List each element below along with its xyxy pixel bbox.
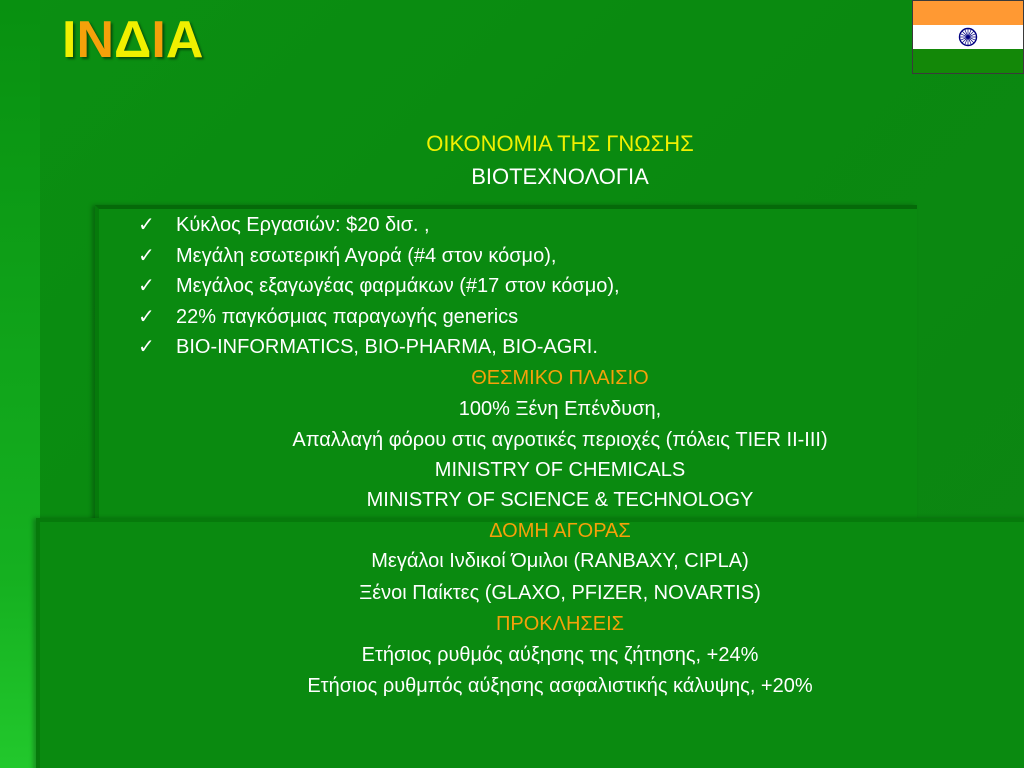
challenges-item: Ετήσιος ρυθμός αύξησης της ζήτησης, +24% (361, 644, 759, 666)
market-item: Ξένοι Παίκτες (GLAXO, PFIZER, NOVARTIS) (359, 582, 761, 604)
checkmark-icon: ✓ (138, 244, 155, 267)
list-item (138, 271, 620, 302)
framework-item: MINISTRY OF SCIENCE & TECHNOLOGY (366, 489, 754, 511)
bullet-list (138, 210, 620, 363)
title-letter-5: A (165, 11, 204, 69)
bullet-text: 22% παγκόσμιας παραγωγής generics (176, 305, 519, 328)
bullet-text: Κύκλος Εργασιών: $20 δισ. , (176, 214, 430, 236)
checkmark-icon: ✓ (138, 214, 155, 236)
framework-item: Απαλλαγή φόρου στις αγροτικές περιοχές (πόλεις TIER II-III) (292, 429, 828, 451)
list-item (138, 241, 620, 272)
ashoka-chakra-icon (958, 27, 978, 47)
section-heading: ΟΙΚΟΝΟΜΙΑ ΤΗΣ ΓΝΩΣΗΣ (426, 131, 694, 156)
checkmark-icon: ✓ (138, 305, 155, 328)
bullet-text: BIO-INFORMATICS, BIO-PHARMA, BIO-AGRI. (176, 336, 598, 358)
market-item: Μεγάλοι Ινδικοί Όμιλοι (RANBAXY, CIPLA) (371, 550, 749, 572)
indian-flag-icon (912, 0, 1024, 74)
title-letter-3: Δ (114, 11, 152, 69)
challenges-item: Ετήσιος ρυθμπός αύξησης ασφαλιστικής κάλυψης, +20% (307, 675, 813, 697)
framework-title: ΘΕΣΜΙΚΟ ΠΛΑΙΣΙΟ (471, 367, 649, 389)
checkmark-icon: ✓ (138, 275, 155, 297)
bullet-text: Μεγάλη εσωτερική Αγορά (#4 στον κόσμο), (176, 244, 557, 267)
title-letter-4: I (151, 11, 166, 69)
title-letter-2: N (76, 11, 115, 69)
framework-item: 100% Ξένη Επένδυση, (458, 398, 662, 420)
list-item (138, 302, 620, 333)
list-item (138, 210, 620, 241)
challenges-title: ΠΡΟΚΛΗΣΕΙΣ (495, 613, 625, 635)
title-letter-1: I (62, 11, 77, 69)
bullet-text: Μεγάλος εξαγωγέας φαρμάκων (#17 στον κόσμο), (176, 275, 620, 297)
market-title: ΔΟΜΗ ΑΓΟΡΑΣ (489, 520, 631, 542)
slide-title (62, 10, 203, 70)
section-subheading: ΒΙΟΤΕΧΝΟΛΟΓΙΑ (471, 164, 649, 189)
framework-item: MINISTRY OF CHEMICALS (434, 459, 686, 481)
checkmark-icon: ✓ (138, 336, 155, 358)
list-item (138, 332, 620, 363)
